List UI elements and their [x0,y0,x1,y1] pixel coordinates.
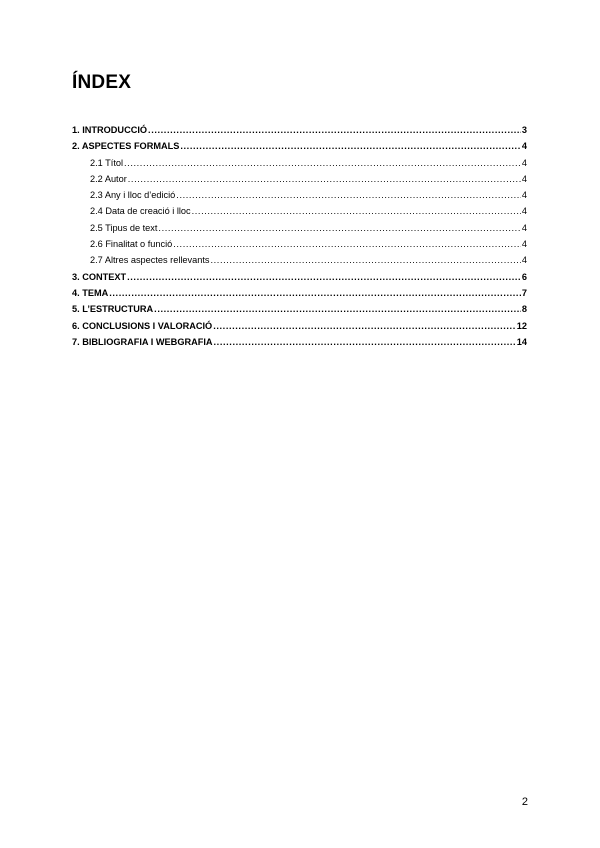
toc-entry-label: 5. L’ESTRUCTURA [72,304,154,315]
toc-entry-page: 12 [516,320,527,331]
toc-entry-introduccio[interactable] [72,122,527,138]
toc-entry-page: 4 [521,173,527,184]
toc-entry-page: 4 [521,222,527,233]
toc-entry-label: 2.7 Altres aspectes rellevants [90,255,210,266]
toc-entry-label: 2.3 Any i lloc d’edició [90,190,176,201]
toc-dot-leader [192,203,521,219]
toc-entry-label: 3. CONTEXT [72,271,127,282]
toc-entry-context[interactable] [72,269,527,285]
toc-entry-estructura[interactable] [72,301,527,317]
toc-entry-bibliografia[interactable] [72,334,527,350]
toc-dot-leader [213,318,516,334]
toc-entry-label: 2.5 Tipus de text [90,222,158,233]
toc-dot-leader [173,236,521,252]
toc-dot-leader [124,155,521,171]
toc-dot-leader [180,138,521,154]
toc-entry-label: 7. BIBLIOGRAFIA I WEBGRAFIA [72,336,213,347]
toc-entry-page: 6 [521,271,527,282]
page-number: 2 [521,796,528,808]
toc-entry-page: 4 [521,239,527,250]
toc-entry-label: 1. INTRODUCCIÓ [72,125,148,135]
toc-entry-tipus-de-text[interactable] [72,220,527,236]
toc-entry-page: 4 [521,190,527,201]
toc-entry-autor[interactable] [72,171,527,187]
table-of-contents [72,122,527,350]
page-title: ÍNDEX [72,72,132,93]
toc-dot-leader [127,269,521,285]
toc-entry-page: 4 [521,141,527,152]
toc-dot-leader [211,252,521,268]
toc-entry-page: 14 [516,336,527,347]
toc-dot-leader [214,334,516,350]
toc-entry-tema[interactable] [72,285,527,301]
toc-entry-page: 4 [521,157,527,168]
toc-entry-aspectes-formals[interactable] [72,138,527,154]
toc-entry-label: 2.4 Data de creació i lloc [90,206,191,217]
toc-entry-conclusions[interactable] [72,318,527,334]
toc-entry-label: 6. CONCLUSIONS I VALORACIÓ [72,320,213,331]
toc-entry-altres-aspectes[interactable] [72,252,527,268]
toc-entry-label: 2.1 Títol [90,157,124,168]
toc-entry-data-de-creacio[interactable] [72,203,527,219]
toc-entry-page: 4 [521,206,527,217]
toc-entry-page: 4 [521,255,527,266]
toc-entry-label: 4. TEMA [72,287,109,298]
toc-entry-page: 3 [521,125,527,135]
toc-entry-finalitat[interactable] [72,236,527,252]
toc-dot-leader [109,285,521,301]
toc-dot-leader [128,171,521,187]
toc-dot-leader [154,301,521,317]
toc-entry-label: 2.2 Autor [90,173,127,184]
toc-entry-titol[interactable] [72,155,527,171]
toc-dot-leader [158,220,520,236]
toc-entry-page: 8 [521,304,527,315]
toc-dot-leader [176,187,521,203]
toc-entry-label: 2.6 Finalitat o funció [90,239,173,250]
toc-entry-page: 7 [521,287,527,298]
toc-entry-any-i-lloc[interactable] [72,187,527,203]
toc-entry-label: 2. ASPECTES FORMALS [72,141,180,152]
toc-dot-leader [148,122,521,138]
